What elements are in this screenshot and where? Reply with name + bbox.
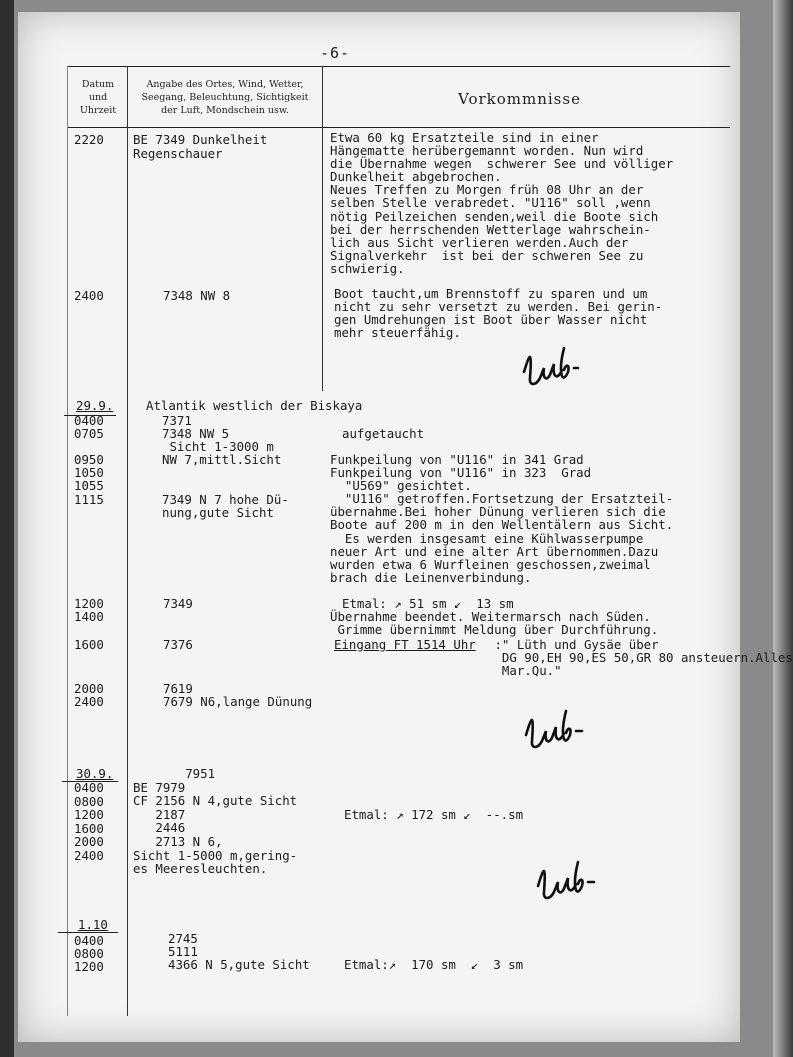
entry-times: 0400 0705 0950 1050 1055 1115 <box>74 413 104 507</box>
entry-surfaced: aufgetaucht <box>342 426 425 441</box>
page-number: -6- <box>320 44 351 62</box>
entry-positions: 7371 7348 NW 5 Sicht 1-3000 m NW 7,mittl.Sicht 7349 N 7 hohe Dü- nung,gute Sicht <box>162 413 289 520</box>
header-date-time <box>70 78 126 117</box>
day-date: 1.10 <box>78 917 108 932</box>
entry-position: BE 7349 Dunkelheit Regenschauer <box>133 132 268 161</box>
entry-positions: 2745 5111 4366 N 5,gute Sicht <box>168 931 310 972</box>
header-location-line3: der Luft, Mondschein usw. <box>161 105 289 116</box>
header-bottom-rule <box>68 127 730 128</box>
header-location-line2: Seegang, Beleuchtung, Sichtigkeit <box>141 92 309 103</box>
header-location-line1: Angabe des Ortes, Wind, Wetter, <box>146 79 304 90</box>
header-events: Vorkommnisse <box>458 90 581 108</box>
header-date-line3: Uhrzeit <box>79 105 117 116</box>
day-location: Atlantik westlich der Biskaya <box>146 398 363 413</box>
entry-text: Funkpeilung von "U116" in 341 Grad Funkpeilung von "U116" in 323 Grad "U569" gesichtet. "U116" getroffen.Fortsetzung der Ersatzteil- übernahme.Bei hoher Dünung verlieren sich die Boote auf 200 m in den Wellentälern aus Sicht. Es werden insgesamt eine Kühlwasserpumpe neuer Art und eine alter Art übernommen.Dazu wurden etwa 6 Wurfleinen geschossen,zweimal brach die Leinenverbindung. <box>330 452 674 585</box>
entry-times: 0400 0800 1200 <box>74 933 104 974</box>
entry-position: 7349 <box>163 596 193 611</box>
entry-time: 2220 <box>74 132 104 147</box>
entry-positions: 7619 7679 N6,lange Dünung <box>163 681 313 710</box>
column-divider-2 <box>322 66 323 391</box>
daily-run-etmal: Etmal:↗ 170 sm ↙ 3 sm <box>344 957 524 972</box>
entry-times: 2000 2400 <box>74 681 104 710</box>
signature <box>532 856 612 906</box>
scan-edge-right <box>773 0 793 1057</box>
signature <box>518 342 598 392</box>
radio-message-label: Eingang FT 1514 Uhr <box>334 637 476 652</box>
day-date: 30.9. <box>76 766 114 781</box>
entry-time: 2400 <box>74 288 104 303</box>
entry-text: Boot taucht,um Brennstoff zu sparen und um nicht zu sehr versetzt zu werden. Bei gerin- gen Umdrehungen ist Boot über Wasser nicht mehr steuerfähig. <box>334 286 663 341</box>
svg-text:Lüth: Lüth <box>532 856 535 857</box>
left-margin-rule <box>67 66 68 1016</box>
svg-text:Lüth: Lüth <box>520 705 523 706</box>
radio-message-text: :" Lüth und Gysäe über DG 90,EH 90,ES 50,GR 80 ansteuern.Alles Mar.Qu." <box>494 637 793 679</box>
entry-position: 7348 NW 8 <box>163 288 231 303</box>
entry-times: 1200 1400 <box>74 596 104 625</box>
daily-run-etmal: Etmal: ↗ 172 sm ↙ --.sm <box>344 807 524 822</box>
header-location-weather <box>130 78 320 117</box>
daily-run-etmal: Etmal: ↗ 51 sm ↙ 13 sm <box>342 596 514 611</box>
entry-text: Übernahme beendet. Weitermarsch nach Süden. Grimme übernimmt Meldung über Durchführung. <box>330 609 659 638</box>
column-divider-1 <box>127 66 128 1016</box>
entry-positions: 7951 BE 7979 CF 2156 N 4,gute Sicht 2187 2446 2713 N 6, Sicht 1-5000 m,gering- es Meeresleuchten. <box>133 766 298 877</box>
entry-time: 1600 <box>74 637 104 652</box>
entry-position: 7376 <box>163 637 193 652</box>
signature-text: Lüth <box>518 342 521 343</box>
signature <box>520 705 600 755</box>
header-date-line2: und <box>88 92 108 103</box>
day-date: 29.9. <box>76 398 114 413</box>
entry-times: 0400 0800 1200 1600 2000 2400 <box>74 780 104 863</box>
entry-text: Etwa 60 kg Ersatzteile sind in einer Hängematte herübergemannt worden. Nun wird die Übernahme wegen schwerer See und völliger Dunkelheit abgebrochen. Neues Treffen zu Morgen früh 08 Uhr an der selben Stelle verabredet. "U116" soll ,wenn nötig Peilzeichen senden,weil die Boote sich bei der herrschenden Wetterlage wahrschein- lich aus Sicht verlieren werden.Auch der Signalverkehr ist bei der schweren See zu schwierig. <box>330 130 674 276</box>
scan-edge-left <box>0 0 14 1057</box>
header-top-rule <box>68 66 730 67</box>
header-date-line1: Datum <box>81 79 115 90</box>
